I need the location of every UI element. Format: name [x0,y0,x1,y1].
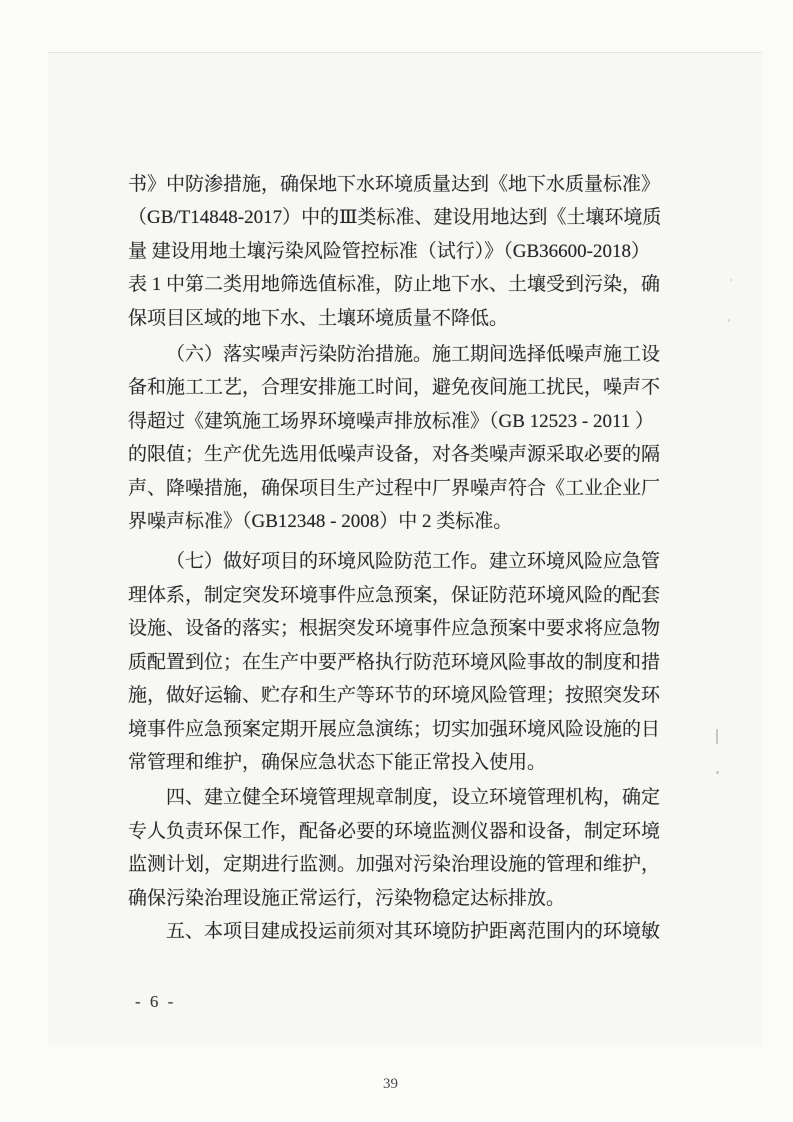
paragraph-item-5 [128,915,672,948]
text-line: 理体系，制定突发环境事件应急预案，保证防范环境风险的配套 [128,584,661,606]
text-line: （七）做好项目的环境风险防范工作。建立环境风险应急管 [166,551,661,573]
text-line: 五、本项目建成投运前须对其环境防护距离范围内的环境敏 [166,920,661,942]
paragraph-item-4 [128,781,672,915]
text-line: 监测计划，定期进行监测。加强对污染治理设施的管理和维护， [128,854,661,876]
text-line: 得超过《建筑施工场界环境噪声排放标准》（GB 12523 - 2011 ） [128,410,655,432]
scan-speck [716,729,718,744]
text-line: （GB/T14848-2017）中的Ⅲ类标准、建设用地达到《土壤环境质 [128,207,662,229]
scan-speck [730,279,732,281]
text-line: 书》中防渗措施，确保地下水环境质量达到《地下水质量标准》 [128,174,661,195]
text-line: 的限值；生产优先选用低噪声设备，对各类噪声源采取必要的隔 [128,444,661,466]
sheet-page-number: 39 [383,1076,398,1092]
paragraph-continued [128,168,672,335]
inner-page-number: - 6 - [135,992,176,1011]
text-line: 量 建设用地土壤污染风险管控标准（试行）》（GB36600-2018） [128,240,650,262]
paragraph-item-6 [128,338,672,538]
text-line: 常管理和维护，确保应急状态下能正常投入使用。 [128,751,547,773]
text-line: 保项目区域的地下水、土壤环境质量不降低。 [128,307,509,329]
text-line: 设施、设备的落实；根据突发环境事件应急预案中要求将应急物 [128,618,661,640]
document-body [128,168,672,948]
scan-speck [716,771,719,774]
text-line: 表 1 中第二类用地筛选值标准，防止地下水、土壤受到污染，确 [128,274,661,296]
text-line: 专人负责环保工作，配备必要的环境监测仪器和设备，制定环境 [128,820,661,842]
text-line: 四、建立健全环境管理规章制度，设立环境管理机构，确定 [166,787,661,809]
scan-speck [728,319,730,322]
text-line: 声、降噪措施，确保项目生产过程中厂界噪声符合《工业企业厂 [128,477,661,499]
text-line: 施，做好运输、贮存和生产等环节的环境风险管理；按照突发环 [128,685,661,707]
text-line: 质配置到位；在生产中要严格执行防范环境风险事故的制度和措 [128,651,661,673]
text-line: 确保污染治理设施正常运行，污染物稳定达标排放。 [128,887,566,909]
text-line: 境事件应急预案定期开展应急演练；切实加强环境风险设施的日 [128,718,661,740]
text-line: 界噪声标准》（GB12348 - 2008）中 2 类标准。 [128,511,513,533]
paragraph-item-7 [128,545,672,779]
text-line: 备和施工工艺，合理安排施工时间，避免夜间施工扰民，噪声不 [128,377,661,399]
text-line: （六）落实噪声污染防治措施。施工期间选择低噪声施工设 [166,344,661,366]
